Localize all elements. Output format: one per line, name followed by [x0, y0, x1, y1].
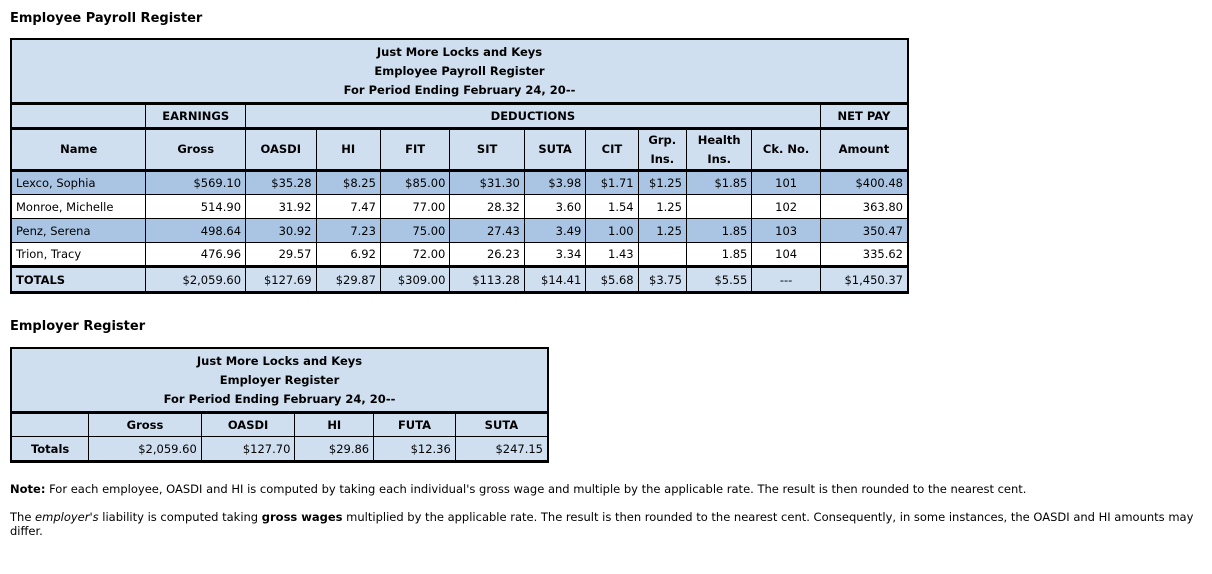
employer-futa: $12.36	[374, 437, 456, 462]
company-name: Just More Locks and Keys	[196, 353, 363, 368]
cit-value: 1.00	[586, 219, 638, 243]
suta-value: $3.98	[524, 171, 585, 195]
period-label: For Period Ending February 24, 20--	[163, 391, 396, 406]
employee-name: Monroe, Michelle	[11, 195, 146, 219]
check-number: 102	[752, 195, 820, 219]
fit-value: $85.00	[380, 171, 449, 195]
check-number: 103	[752, 219, 820, 243]
suta-value: 3.60	[524, 195, 585, 219]
col-oasdi: OASDI	[201, 413, 295, 437]
net-pay-amount: 363.80	[820, 195, 908, 219]
earnings-header: EARNINGS	[146, 104, 246, 129]
cit-value: 1.54	[586, 195, 638, 219]
employee-name: Penz, Serena	[11, 219, 146, 243]
cit-value: $1.71	[586, 171, 638, 195]
total-sit: $113.28	[450, 267, 524, 293]
col-fit: FIT	[380, 129, 449, 171]
col-name: Name	[11, 129, 146, 171]
net-pay-amount: 335.62	[820, 243, 908, 267]
table-row	[11, 195, 908, 219]
total-hi: $29.87	[316, 267, 380, 293]
register-name: Employee Payroll Register	[374, 63, 545, 78]
employer-title-row	[11, 348, 548, 413]
net-pay-amount: $400.48	[820, 171, 908, 195]
health-ins-value: 1.85	[686, 219, 751, 243]
total-grp-ins: $3.75	[638, 267, 686, 293]
note-1-text: For each employee, OASDI and HI is computed by taking each individual's gross wage and multiple by the applicable rate. The result is then rounded to the nearest cent.	[45, 482, 1027, 496]
health-ins-value: 1.85	[686, 243, 751, 267]
total-oasdi: $127.69	[246, 267, 316, 293]
health-ins-value: $1.85	[686, 171, 751, 195]
cit-value: 1.43	[586, 243, 638, 267]
net-pay-amount: 350.47	[820, 219, 908, 243]
note-2-part: The	[10, 510, 36, 524]
totals-label: Totals	[11, 437, 89, 462]
employer-heading: Employer Register	[10, 319, 146, 334]
total-net-pay: $1,450.37	[820, 267, 908, 293]
col-sit: SIT	[450, 129, 524, 171]
col-hi: HI	[316, 129, 380, 171]
grp-ins-value	[638, 243, 686, 267]
health-ins-value	[686, 195, 751, 219]
col-ck-no: Ck. No.	[752, 129, 820, 171]
total-fit: $309.00	[380, 267, 449, 293]
col-oasdi: OASDI	[246, 129, 316, 171]
check-number: 104	[752, 243, 820, 267]
column-header-row	[11, 129, 908, 171]
sit-value: 27.43	[450, 219, 524, 243]
grp-ins-value: $1.25	[638, 171, 686, 195]
oasdi-value: $35.28	[246, 171, 316, 195]
hi-value: 6.92	[316, 243, 380, 267]
gross-value: 476.96	[146, 243, 246, 267]
payroll-heading: Employee Payroll Register	[10, 11, 203, 26]
table-row	[11, 219, 908, 243]
fit-value: 77.00	[380, 195, 449, 219]
fit-value: 72.00	[380, 243, 449, 267]
col-amount: Amount	[820, 129, 908, 171]
note-2-emphasis: employer's	[35, 510, 99, 524]
hi-value: 7.47	[316, 195, 380, 219]
group-header-row	[11, 104, 908, 129]
total-suta: $14.41	[524, 267, 585, 293]
deductions-header: DEDUCTIONS	[246, 104, 821, 129]
hi-value: $8.25	[316, 171, 380, 195]
company-name: Just More Locks and Keys	[376, 44, 543, 59]
col-gross: Gross	[89, 413, 202, 437]
payroll-title-row	[11, 39, 908, 104]
employer-header-row	[11, 413, 548, 437]
col-health-ins: Health Ins.	[686, 129, 751, 171]
totals-label: TOTALS	[11, 267, 146, 293]
col-suta: SUTA	[524, 129, 585, 171]
total-health-ins: $5.55	[686, 267, 751, 293]
gross-value: $569.10	[146, 171, 246, 195]
note-2-strong: gross wages	[261, 510, 343, 524]
employer-table	[10, 347, 549, 463]
oasdi-value: 29.57	[246, 243, 316, 267]
gross-value: 498.64	[146, 219, 246, 243]
table-row	[11, 171, 908, 195]
grp-ins-value: 1.25	[638, 219, 686, 243]
payroll-table	[10, 38, 909, 294]
totals-row	[11, 267, 908, 293]
col-gross: Gross	[146, 129, 246, 171]
suta-value: 3.34	[524, 243, 585, 267]
note-2	[10, 510, 1212, 538]
employer-hi: $29.86	[295, 437, 374, 462]
employer-totals-row	[11, 437, 548, 462]
total-cit: $5.68	[586, 267, 638, 293]
col-cit: CIT	[586, 129, 638, 171]
total-ck-no: ---	[752, 267, 820, 293]
sit-value: $31.30	[450, 171, 524, 195]
fit-value: 75.00	[380, 219, 449, 243]
col-futa: FUTA	[374, 413, 456, 437]
note-2-part: multiplied by the applicable rate. The result is then rounded to the nearest cent. Consequently, in some instances, the OASDI and HI amounts may differ.	[10, 510, 1194, 538]
table-row	[11, 243, 908, 267]
net-pay-header: NET PAY	[820, 104, 908, 129]
col-suta: SUTA	[455, 413, 548, 437]
sit-value: 28.32	[450, 195, 524, 219]
employee-name: Lexco, Sophia	[11, 171, 146, 195]
col-hi: HI	[295, 413, 374, 437]
note-1	[10, 482, 1026, 496]
oasdi-value: 31.92	[246, 195, 316, 219]
employer-gross: $2,059.60	[89, 437, 202, 462]
note-2-part: liability is computed taking	[98, 510, 262, 524]
check-number: 101	[752, 171, 820, 195]
hi-value: 7.23	[316, 219, 380, 243]
oasdi-value: 30.92	[246, 219, 316, 243]
suta-value: 3.49	[524, 219, 585, 243]
register-name: Employer Register	[219, 372, 340, 387]
period-label: For Period Ending February 24, 20--	[343, 82, 576, 97]
employer-oasdi: $127.70	[201, 437, 295, 462]
sit-value: 26.23	[450, 243, 524, 267]
gross-value: 514.90	[146, 195, 246, 219]
col-grp-ins: Grp. Ins.	[638, 129, 686, 171]
note-label: Note:	[10, 482, 46, 496]
employee-name: Trion, Tracy	[11, 243, 146, 267]
total-gross: $2,059.60	[146, 267, 246, 293]
employer-suta: $247.15	[455, 437, 548, 462]
grp-ins-value: 1.25	[638, 195, 686, 219]
